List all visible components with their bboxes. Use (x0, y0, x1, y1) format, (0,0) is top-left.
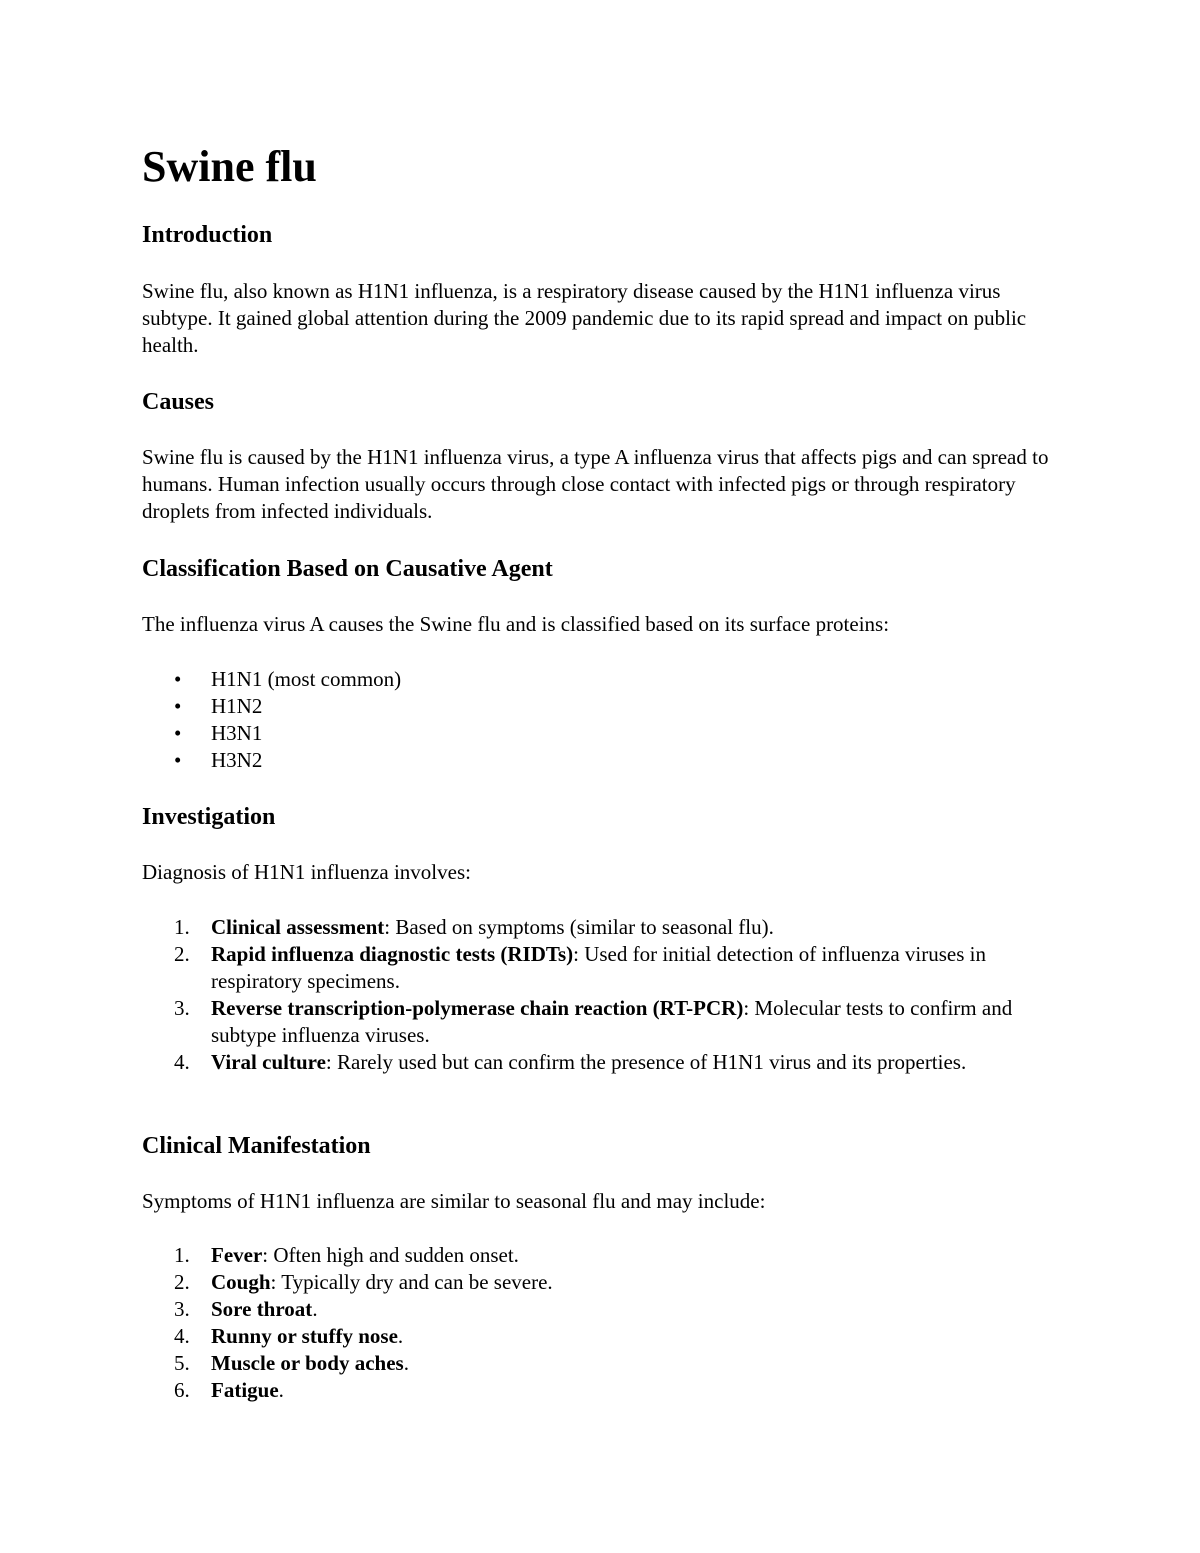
list-item (142, 1350, 1072, 1377)
section-heading-clinical: Clinical Manifestation (142, 1133, 371, 1159)
section-investigation (142, 802, 1072, 832)
list-number: 1. (174, 1243, 190, 1267)
list-number: 2. (174, 942, 190, 966)
list-desc: . (312, 1297, 318, 1321)
list-item (142, 1377, 1072, 1404)
list-term: Fatigue (211, 1378, 279, 1402)
section-causes (142, 387, 1072, 417)
investigation-list (142, 914, 1072, 1076)
list-number: 4. (174, 1050, 190, 1074)
list-desc: : Rarely used but can confirm the presence of H1N1 virus and its properties. (325, 1050, 967, 1074)
section-introduction (142, 220, 1072, 250)
investigation-body (142, 859, 1072, 886)
list-term: Runny or stuffy nose (211, 1324, 398, 1348)
classification-paragraph: The influenza virus A causes the Swine flu and is classified based on its surface proteins: (142, 612, 890, 636)
list-term: Sore throat (211, 1297, 313, 1321)
list-item (142, 1269, 1072, 1296)
list-desc: . (403, 1351, 409, 1375)
list-item (142, 1323, 1072, 1350)
causes-paragraph: Swine flu is caused by the H1N1 influenza virus, a type A influenza virus that affects pigs and can spread to humans. Human infection usually occurs through close contact with infected pigs or through respiratory droplets from infected individuals. (142, 445, 1049, 523)
section-classification (142, 554, 1072, 584)
list-number: 6. (174, 1378, 190, 1402)
list-term: Reverse transcription-polymerase chain reaction (RT-PCR) (211, 996, 744, 1020)
list-number: 1. (174, 915, 190, 939)
list-term: Viral culture (211, 1050, 326, 1074)
classification-body (142, 611, 1072, 638)
list-desc: : Based on symptoms (similar to seasonal flu). (384, 915, 774, 939)
list-term: Clinical assessment (211, 915, 385, 939)
document-title: Swine flu (142, 142, 317, 191)
list-desc: : Often high and sudden onset. (262, 1243, 519, 1267)
section-clinical (142, 1131, 1072, 1161)
list-item (142, 995, 1072, 1049)
list-number: 3. (174, 996, 190, 1020)
list-number: 5. (174, 1351, 190, 1375)
list-number: 2. (174, 1270, 190, 1294)
clinical-paragraph: Symptoms of H1N1 influenza are similar to seasonal flu and may include: (142, 1189, 766, 1213)
list-desc: : Typically dry and can be severe. (270, 1270, 553, 1294)
classification-list (142, 666, 1072, 774)
introduction-paragraph: Swine flu, also known as H1N1 influenza, is a respiratory disease caused by the H1N1 influenza virus subtype. It gained global attention during the 2009 pandemic due to its rapid spread and impact on public health. (142, 279, 1027, 357)
list-item: • H1N1 (most common) (142, 666, 1072, 693)
clinical-list-wrap (142, 1242, 1072, 1404)
introduction-body (142, 278, 1072, 359)
list-item: • H3N2 (142, 747, 1072, 774)
list-term: Fever (211, 1243, 263, 1267)
list-item (142, 1049, 1072, 1076)
investigation-list-wrap (142, 914, 1072, 1076)
list-item: • H3N1 (142, 720, 1072, 747)
section-heading-causes: Causes (142, 389, 215, 415)
list-desc: : Molecular tests to confirm and subtype influenza viruses. (211, 996, 1013, 1047)
section-heading-investigation: Investigation (142, 804, 276, 830)
list-term: Rapid influenza diagnostic tests (RIDTs) (211, 942, 574, 966)
list-desc: : Used for initial detection of influenza viruses in respiratory specimens. (211, 942, 986, 993)
classification-list-wrap (142, 666, 1072, 774)
list-item (142, 941, 1072, 995)
section-heading-introduction: Introduction (142, 222, 273, 248)
list-term: Cough (211, 1270, 271, 1294)
investigation-paragraph: Diagnosis of H1N1 influenza involves: (142, 860, 471, 884)
clinical-list (142, 1242, 1072, 1404)
section-heading-classification: Classification Based on Causative Agent (142, 556, 553, 582)
list-number: 3. (174, 1297, 190, 1321)
list-term: Muscle or body aches (211, 1351, 404, 1375)
clinical-body (142, 1188, 1072, 1215)
list-item: • H1N2 (142, 693, 1072, 720)
list-desc: . (397, 1324, 404, 1348)
list-item (142, 1296, 1072, 1323)
list-item (142, 914, 1072, 941)
list-desc: . (278, 1378, 284, 1402)
causes-body (142, 444, 1072, 525)
list-item (142, 1242, 1072, 1269)
list-number: 4. (174, 1324, 190, 1348)
